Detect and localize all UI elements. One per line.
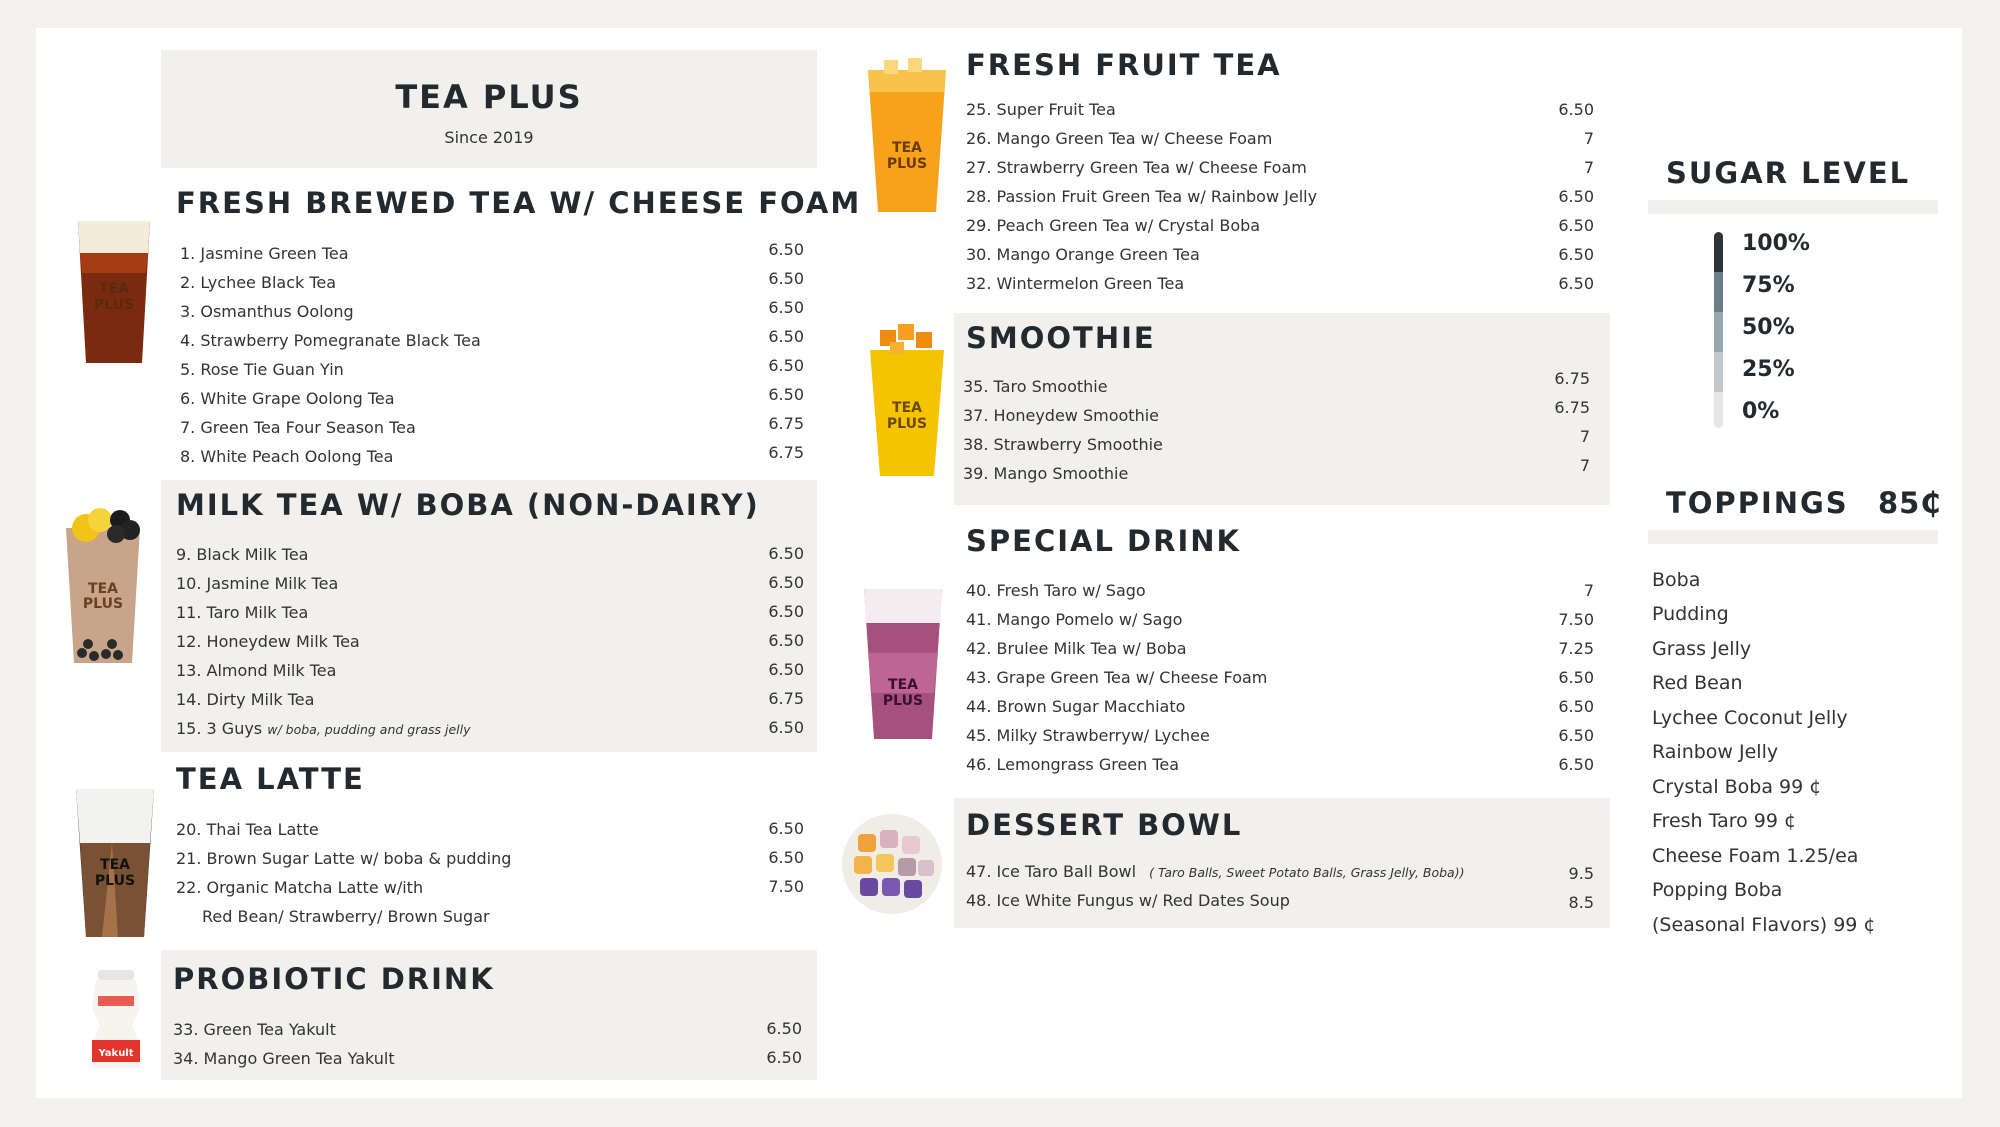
menu-item-price: 6.50 — [768, 385, 804, 404]
yakult-bottle-image — [84, 968, 148, 1074]
menu-item-name: 20. Thai Tea Latte — [176, 820, 319, 839]
menu-item-name: 40. Fresh Taro w/ Sago — [966, 581, 1146, 600]
menu-item-note: w/ boba, pudding and grass jelly — [267, 722, 471, 737]
sugar-level-50: 50% — [1742, 315, 1795, 340]
cheese-foam-tea-image — [74, 213, 154, 368]
sugar-level-100: 100% — [1742, 231, 1810, 256]
menu-item-note: ( Taro Balls, Sweet Potato Balls, Grass Jelly, Boba)) — [1149, 865, 1465, 880]
menu-item-name: 34. Mango Green Tea Yakult — [173, 1049, 395, 1068]
menu-item-price: 7 — [1579, 427, 1590, 446]
menu-item-name: 46. Lemongrass Green Tea — [966, 755, 1180, 774]
menu-item-price: 6.50 — [1558, 668, 1594, 687]
sugar-divider — [1648, 200, 1938, 214]
menu-item-name: 28. Passion Fruit Green Tea w/ Rainbow Jelly — [966, 187, 1318, 206]
menu-item-name: 1. Jasmine Green Tea — [180, 244, 349, 263]
menu-item-name: 44. Brown Sugar Macchiato — [966, 697, 1186, 716]
cup-label: TEA — [892, 400, 922, 416]
menu-item-price: 6.50 — [1558, 697, 1594, 716]
cup-label: PLUS — [93, 297, 135, 313]
section-title-dessert: DESSERT BOWL — [966, 808, 1243, 842]
menu-item-name: 4. Strawberry Pomegranate Black Tea — [180, 331, 481, 350]
sugar-level-75: 75% — [1742, 273, 1795, 298]
sugar-level-25: 25% — [1742, 357, 1795, 382]
menu-item-name: 21. Brown Sugar Latte w/ boba & pudding — [176, 849, 512, 868]
sugar-level-bar — [1714, 232, 1723, 428]
menu-item-name: 7. Green Tea Four Season Tea — [180, 418, 416, 437]
menu-item-name: 14. Dirty Milk Tea — [176, 690, 315, 709]
cup-label: PLUS — [882, 693, 924, 709]
menu-item-name: 41. Mango Pomelo w/ Sago — [966, 610, 1183, 629]
sugar-bar-segment — [1714, 392, 1723, 428]
menu-item-price: 7 — [1583, 129, 1594, 148]
menu-item-price: 6.50 — [1558, 216, 1594, 235]
menu-item-name: 13. Almond Milk Tea — [176, 661, 337, 680]
menu-item-price: 6.50 — [1558, 755, 1594, 774]
menu-item-name: 33. Green Tea Yakult — [173, 1020, 336, 1039]
section-title-smoothie: SMOOTHIE — [966, 321, 1156, 355]
menu-item-name: 37. Honeydew Smoothie — [963, 406, 1159, 425]
topping-item: Fresh Taro 99 ¢ — [1652, 810, 1797, 832]
toppings-divider — [1648, 530, 1938, 544]
menu-item-name: 29. Peach Green Tea w/ Crystal Boba — [966, 216, 1261, 235]
menu-item-price: 6.50 — [768, 327, 804, 346]
section-title-probiotic: PROBIOTIC DRINK — [173, 962, 495, 996]
menu-item-name: 10. Jasmine Milk Tea — [176, 574, 339, 593]
menu-item-name — [966, 862, 1464, 881]
menu-item-price: 7.50 — [768, 877, 804, 896]
menu-item-price: 6.50 — [768, 660, 804, 679]
menu-item-price: 6.50 — [768, 356, 804, 375]
cup-label: TEA — [99, 281, 129, 297]
menu-item-name: Red Bean/ Strawberry/ Brown Sugar — [202, 907, 490, 926]
topping-item: Crystal Boba 99 ¢ — [1652, 776, 1822, 798]
menu-item-price: 6.50 — [768, 240, 804, 259]
menu-item-name: 43. Grape Green Tea w/ Cheese Foam — [966, 668, 1268, 687]
section-title-milk-tea: MILK TEA W/ BOBA (NON-DAIRY) — [176, 488, 760, 522]
cup-label: PLUS — [886, 416, 928, 432]
sugar-bar-segment — [1714, 232, 1723, 272]
special-drink-image — [858, 583, 948, 743]
sugar-bar-segment — [1714, 312, 1723, 352]
menu-item-price: 6.50 — [768, 269, 804, 288]
menu-item-price: 6.75 — [1554, 369, 1590, 388]
menu-item-name: 27. Strawberry Green Tea w/ Cheese Foam — [966, 158, 1307, 177]
menu-item-price: 7.50 — [1558, 610, 1594, 629]
menu-item-price: 6.50 — [768, 602, 804, 621]
menu-item-price: 9.5 — [1568, 864, 1594, 883]
menu-item-name: 9. Black Milk Tea — [176, 545, 309, 564]
menu-item-price: 6.50 — [768, 819, 804, 838]
topping-item: Cheese Foam 1.25/ea — [1652, 845, 1859, 867]
topping-item: Popping Boba — [1652, 879, 1783, 901]
menu-item-price: 7 — [1583, 158, 1594, 177]
cup-label: TEA — [88, 581, 118, 597]
menu-item-name: 22. Organic Matcha Latte w/ith — [176, 878, 424, 897]
cup-label: PLUS — [886, 156, 928, 172]
menu-item-name: 5. Rose Tie Guan Yin — [180, 360, 344, 379]
menu-item-name — [176, 719, 471, 738]
fruit-tea-image — [864, 56, 950, 216]
menu-item-label: 47. Ice Taro Ball Bowl — [966, 862, 1137, 881]
menu-item-name: 3. Osmanthus Oolong — [180, 302, 354, 321]
sugar-bar-segment — [1714, 272, 1723, 312]
menu-item-name: 32. Wintermelon Green Tea — [966, 274, 1185, 293]
sugar-bar-segment — [1714, 352, 1723, 392]
topping-item: (Seasonal Flavors) 99 ¢ — [1652, 914, 1876, 936]
brand-since: Since 2019 — [444, 128, 534, 147]
sugar-level-title: SUGAR LEVEL — [1666, 156, 1911, 190]
menu-item-price: 7 — [1579, 456, 1590, 475]
section-title-fruit-tea: FRESH FRUIT TEA — [966, 48, 1282, 82]
menu-item-price: 6.50 — [1558, 274, 1594, 293]
menu-item-name: 30. Mango Orange Green Tea — [966, 245, 1200, 264]
menu-item-price: 6.50 — [1558, 187, 1594, 206]
menu-item-price: 6.50 — [766, 1019, 802, 1038]
menu-item-name: 26. Mango Green Tea w/ Cheese Foam — [966, 129, 1273, 148]
topping-item: Red Bean — [1652, 672, 1743, 694]
menu-item-name: 39. Mango Smoothie — [963, 464, 1129, 483]
toppings-title: TOPPINGS — [1666, 486, 1849, 520]
menu-item-name: 35. Taro Smoothie — [963, 377, 1108, 396]
menu-item-label: 15. 3 Guys — [176, 719, 263, 738]
menu-item-price: 6.50 — [1558, 245, 1594, 264]
menu-item-name: 48. Ice White Fungus w/ Red Dates Soup — [966, 891, 1290, 910]
menu-item-price: 6.50 — [766, 1048, 802, 1067]
menu-page — [36, 28, 1962, 1098]
sugar-level-0: 0% — [1742, 399, 1780, 424]
section-title-special: SPECIAL DRINK — [966, 524, 1241, 558]
dessert-bowl-image — [840, 812, 944, 916]
yakult-label: Yakult — [98, 1048, 134, 1059]
menu-item-price: 6.75 — [768, 689, 804, 708]
menu-item-price: 6.50 — [768, 631, 804, 650]
menu-item-name: 2. Lychee Black Tea — [180, 273, 337, 292]
cup-label: TEA — [892, 140, 922, 156]
menu-item-price: 6.50 — [1558, 726, 1594, 745]
topping-item: Boba — [1652, 569, 1701, 591]
topping-item: Grass Jelly — [1652, 638, 1752, 660]
menu-item-price: 6.50 — [1558, 100, 1594, 119]
smoothie-image — [864, 320, 950, 480]
section-title-tea-latte: TEA LATTE — [176, 762, 365, 796]
section-title-cheese-foam: FRESH BREWED TEA W/ CHEESE FOAM — [176, 186, 862, 220]
tea-latte-image — [72, 783, 158, 943]
menu-item-name: 42. Brulee Milk Tea w/ Boba — [966, 639, 1187, 658]
menu-item-price: 6.50 — [768, 718, 804, 737]
menu-item-name: 6. White Grape Oolong Tea — [180, 389, 395, 408]
menu-item-price: 6.50 — [768, 573, 804, 592]
cup-label: PLUS — [94, 873, 136, 889]
menu-item-name: 12. Honeydew Milk Tea — [176, 632, 360, 651]
menu-item-price: 6.75 — [768, 443, 804, 462]
cup-label: TEA — [888, 677, 918, 693]
topping-item: Pudding — [1652, 603, 1729, 625]
menu-item-price: 6.50 — [768, 848, 804, 867]
topping-item: Lychee Coconut Jelly — [1652, 707, 1848, 729]
menu-item-price: 6.50 — [768, 544, 804, 563]
menu-item-price: 6.75 — [1554, 398, 1590, 417]
menu-item-name: 11. Taro Milk Tea — [176, 603, 309, 622]
menu-item-price: 6.50 — [768, 298, 804, 317]
menu-item-price: 7 — [1583, 581, 1594, 600]
topping-item: Rainbow Jelly — [1652, 741, 1779, 763]
toppings-price: 85₵ — [1878, 486, 1942, 520]
cup-label: TEA — [100, 857, 130, 873]
brand-title: TEA PLUS — [395, 78, 583, 116]
menu-item-price: 8.5 — [1568, 893, 1594, 912]
menu-item-price: 6.75 — [768, 414, 804, 433]
menu-item-name: 25. Super Fruit Tea — [966, 100, 1116, 119]
menu-item-price: 7.25 — [1558, 639, 1594, 658]
milk-tea-boba-image — [58, 498, 148, 668]
cup-label: PLUS — [82, 596, 124, 612]
menu-item-name: 45. Milky Strawberryw/ Lychee — [966, 726, 1210, 745]
menu-item-name: 8. White Peach Oolong Tea — [180, 447, 394, 466]
menu-item-name: 38. Strawberry Smoothie — [963, 435, 1163, 454]
